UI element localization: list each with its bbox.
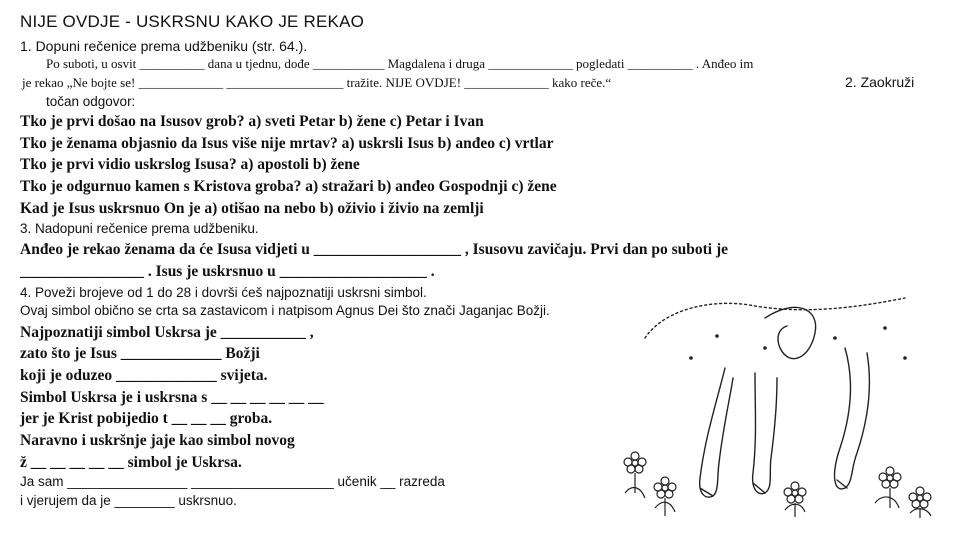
task4-line-5: jer je Krist pobijedio t __ __ __ groba. <box>20 410 273 427</box>
task1-line-1: Po suboti, u osvit __________ dana u tjednu, dođe ___________ Magdalena i druga _____________ pogledati __________ . Anđeo im <box>46 56 754 71</box>
task4-line-3: koji je oduzeo _____________ svijeta. <box>20 367 268 384</box>
question-3: Tko je prvi vidio uskrslog Isusa? a) apostoli b) žene <box>20 156 360 173</box>
task4-line-6: Naravno i uskršnje jaje kao simbol novog <box>20 432 295 449</box>
task1-line-2: je rekao „Ne bojte se! _____________ __________________ tražite. NIJE OVDJE! _____________ kako reče.“ <box>22 75 612 90</box>
worksheet-title: NIJE OVDJE - USKRSNU KAKO JE REKAO <box>20 12 365 31</box>
task2-heading: 2. Zaokruži <box>845 74 915 90</box>
task4-line-1: Najpoznatiji simbol Uskrsa je ___________ , <box>20 324 314 341</box>
task3-line-2: ________________ . Isus je uskrsnuo u ___________________ . <box>20 263 435 280</box>
footer-line-1: Ja sam ________________ ___________________ učenik __ razreda <box>20 474 445 489</box>
question-5: Kad je Isus uskrsnuo On je a) otišao na nebo b) oživio i živio na zemlji <box>20 200 484 217</box>
task4-intro: Ovaj simbol obično se crta sa zastavicom i natpisom Agnus Dei što znači Jaganjac Božji. <box>20 303 550 318</box>
task3-heading: 3. Nadopuni rečenice prema udžbeniku. <box>20 221 259 236</box>
task4-line-7: ž __ __ __ __ __ simbol je Uskrsa. <box>20 454 242 471</box>
task4-line-4: Simbol Uskrsa je i uskrsna s __ __ __ __ __ __ <box>20 389 324 406</box>
task3-line-1: Anđeo je rekao ženama da će Isusa vidjeti u ___________________ , Isusovu zavičaju. Prvi dan po suboti je <box>20 241 729 258</box>
question-4: Tko je odgurnuo kamen s Kristova groba? a) stražari b) anđeo Gospodnji c) žene <box>20 178 557 195</box>
task4-line-2: zato što je Isus _____________ Božji <box>20 345 260 362</box>
footer-line-2: i vjerujem da je ________ uskrsnuo. <box>20 493 237 508</box>
task1-heading: 1. Dopuni rečenice prema udžbeniku (str. 64.). <box>20 38 308 54</box>
task1-line-3: točan odgovor: <box>46 94 136 109</box>
question-2: Tko je ženama objasnio da Isus više nije mrtav? a) uskrsli Isus b) anđeo c) vrtlar <box>20 135 554 152</box>
task4-heading: 4. Poveži brojeve od 1 do 28 i dovrši ćeš najpoznatiji uskrsni simbol. <box>20 285 427 300</box>
lamb-dot-to-dot-illustration <box>605 288 955 520</box>
question-1: Tko je prvi došao na Isusov grob? a) sveti Petar b) žene c) Petar i Ivan <box>20 113 484 130</box>
